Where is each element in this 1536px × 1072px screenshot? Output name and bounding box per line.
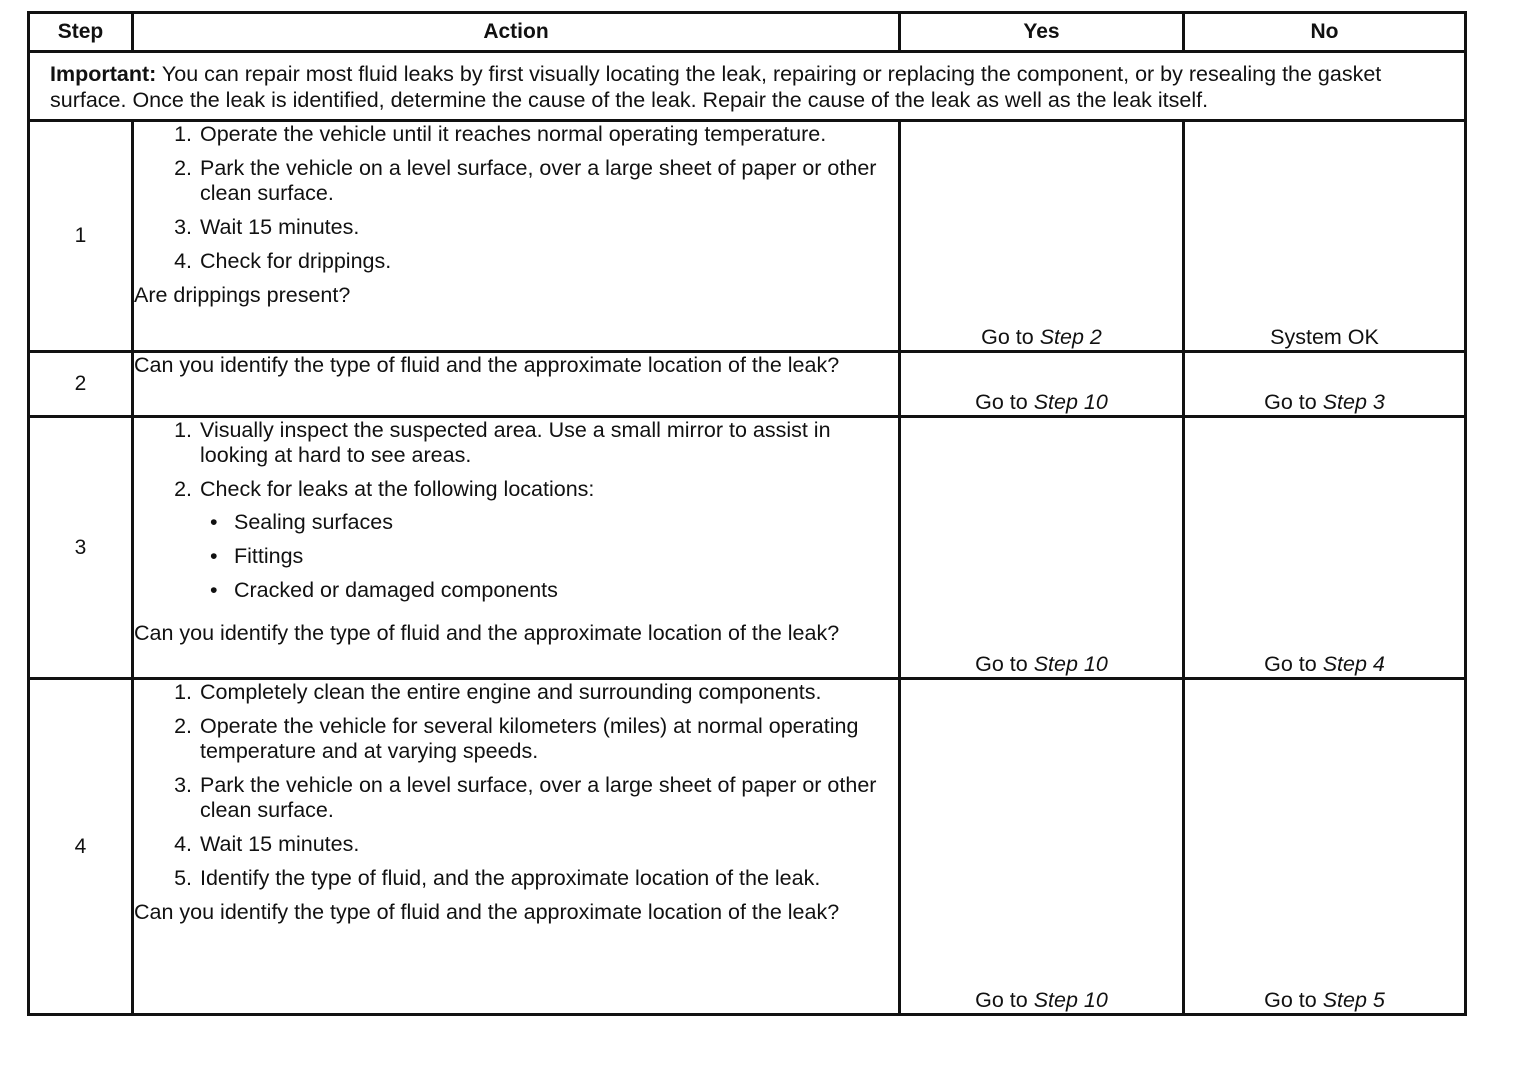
action-cell [133, 417, 900, 679]
step-row-1 [29, 121, 1466, 352]
location-bullet-list [200, 510, 878, 603]
action-question: Are drippings present? [134, 283, 351, 307]
action-item: 4. Check for drippings. [174, 249, 392, 273]
no-result: Go to Step 5 [1184, 679, 1466, 1015]
no-result: System OK [1184, 121, 1466, 352]
step-number: 3 [29, 417, 133, 679]
action-item: 1. Visually inspect the suspected area. Use a small mirror to assist in looking at hard to see areas. [174, 418, 831, 467]
action-item: 2. Operate the vehicle for several kilometers (miles) at normal operating temperature and at varying speeds. [174, 714, 859, 763]
yes-result: Go to Step 10 [900, 417, 1184, 679]
action-item: 1. Completely clean the entire engine and surrounding components. [174, 680, 822, 704]
step-number: 2 [29, 352, 133, 417]
yes-result: Go to Step 10 [900, 679, 1184, 1015]
header-yes: Yes [900, 13, 1184, 52]
important-note [29, 52, 1466, 121]
step-number: 4 [29, 679, 133, 1015]
action-cell [133, 352, 900, 417]
step-row-2 [29, 352, 1466, 417]
action-list [134, 680, 898, 891]
action-question: Can you identify the type of fluid and the approximate location of the leak? [134, 900, 840, 924]
action-item: 2. Park the vehicle on a level surface, over a large sheet of paper or other clean surface. [174, 156, 877, 205]
no-result: Go to Step 3 [1184, 352, 1466, 417]
bullet-item: • Cracked or damaged components [210, 578, 558, 602]
diagnostic-table [27, 11, 1467, 1016]
important-text: You can repair most fluid leaks by first visually locating the leak, repairing or replacing the component, or by resealing the gasket surface. Once the leak is identified, determine the cause of the leak. Repair the cause of the leak as well as the leak itself. [50, 62, 1382, 112]
action-item: 4. Wait 15 minutes. [174, 832, 360, 856]
action-list [134, 122, 898, 274]
action-question: Can you identify the type of fluid and the approximate location of the leak? [134, 353, 840, 377]
action-item: 2. Check for leaks at the following locations: • Sealing surfaces • Fittings • Cracked or damaged components [134, 477, 898, 612]
header-step: Step [29, 13, 133, 52]
important-note-row [29, 52, 1466, 121]
no-result: Go to Step 4 [1184, 417, 1466, 679]
step-number: 1 [29, 121, 133, 352]
step-row-3 [29, 417, 1466, 679]
bullet-item: • Fittings [210, 544, 304, 568]
bullet-item: • Sealing surfaces [210, 510, 393, 534]
action-list [134, 418, 898, 612]
header-no: No [1184, 13, 1466, 52]
step-row-4 [29, 679, 1466, 1015]
yes-result: Go to Step 10 [900, 352, 1184, 417]
action-cell [133, 121, 900, 352]
action-item: 3. Wait 15 minutes. [174, 215, 360, 239]
yes-result: Go to Step 2 [900, 121, 1184, 352]
action-item: 5. Identify the type of fluid, and the approximate location of the leak. [174, 866, 821, 890]
action-item: 1. Operate the vehicle until it reaches normal operating temperature. [174, 122, 827, 146]
important-label: Important: [50, 62, 157, 86]
action-question: Can you identify the type of fluid and the approximate location of the leak? [134, 621, 840, 645]
action-item: 3. Park the vehicle on a level surface, over a large sheet of paper or other clean surface. [174, 773, 877, 822]
header-row [29, 13, 1466, 52]
action-cell [133, 679, 900, 1015]
header-action: Action [133, 13, 900, 52]
